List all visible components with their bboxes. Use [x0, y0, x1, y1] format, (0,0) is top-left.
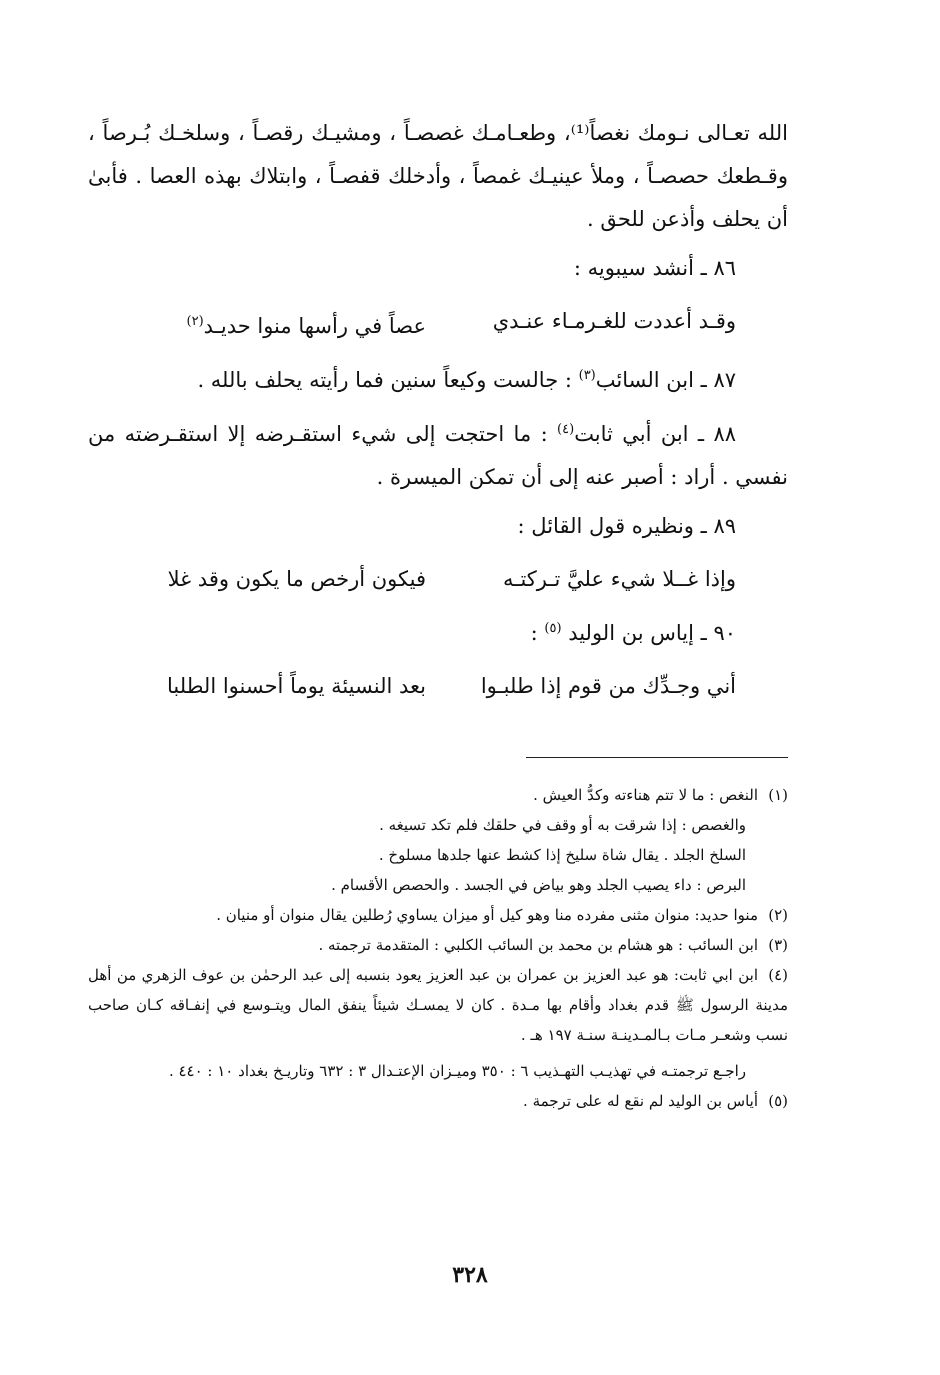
footnote-marker: (٥)	[544, 621, 562, 636]
footnote-marker: (٢)	[186, 314, 204, 329]
footnote-text: ابن ابي ثابت: هو عبد العزيز بن عمران بن عبد العزيز يعود بنسبه إلى عبد الرحمٰن بن عوف الزهري من أهل مدينة الرسول ﷺ قدم بغداد وأقام بها مـدة . كان لا يمسـك شيئاً ينفق المال ويتـوسع في إنفـاقه كـان صاحب نسب وشعـر مـات بـالمـدينـة سنـة ١٩٧ هـ .	[88, 966, 788, 1044]
verse-first-hemistich: وإذا غــلا شيء عليَّ تـركتـه	[503, 567, 736, 591]
footnote-number: (٢)	[768, 906, 788, 924]
footnote-1	[88, 780, 788, 810]
footnote-1-line-3: السلخ الجلد . يقال شاة سليخ إذا كشط عنها جلدها مسلوخ .	[378, 846, 746, 864]
entry-88-label: ٨٨ ـ ابن أبي ثابت	[574, 422, 736, 446]
verse-second-hemistich: فيكون أرخص ما يكون وقد غلا	[167, 567, 426, 591]
footnote-3	[88, 930, 788, 960]
footnote-text: النغص : ما لا تتم هناءته وكدُّ العيش .	[533, 786, 758, 804]
entry-90-label: ٩٠ ـ إياس بن الوليد	[561, 621, 736, 645]
main-text	[88, 112, 788, 708]
verse-second-hemistich	[88, 300, 436, 348]
footnote-2	[88, 900, 788, 930]
entry-86-verse	[88, 300, 788, 348]
footnote-marker: (٤)	[557, 422, 575, 437]
footnote-number: (٤)	[768, 966, 788, 984]
verse-first-hemistich: أني وجـدِّك من قوم إذا طلبـوا	[480, 674, 736, 698]
footnote-4-reference: راجـع ترجمتـه في تهذيـب التهـذيب ٦ : ٣٥٠ وميـزان الإعتـدال ٣ : ٦٣٢ وتاريـخ بغداد ١٠ : ٤٤٠ .	[168, 1062, 746, 1080]
footnote-1-line-2: والغصص : إذا شرقت به أو وقف في حلقك فلم تكد تسيغه .	[379, 816, 746, 834]
entry-87-label: ٨٧ ـ ابن السائب	[595, 368, 736, 392]
footnotes	[88, 780, 788, 1116]
footnote-marker: (٣)	[578, 368, 596, 383]
entry-88	[88, 408, 788, 499]
verse-second-hemistich: بعد النسيئة يوماً أحسنوا الطلبا	[167, 674, 426, 698]
footnote-text: منوا حديد: منوان مثنى مفرده منا وهو كيل أو ميزان يساوي رُطلين يقال منوان أو منيان .	[216, 906, 758, 924]
footnote-number: (٥)	[768, 1092, 788, 1110]
entry-90-colon: :	[530, 621, 545, 645]
entry-90-verse	[88, 665, 788, 708]
entry-87-text: : جالست وكيعاً سنين فما رأيته يحلف بالله .	[197, 368, 579, 392]
footnote-1-line-4: البرص : داء يصيب الجلد وهو بياض في الجسد . والحصص الأقسام .	[331, 876, 746, 894]
footnote-text: أياس بن الوليد لم نقع له على ترجمة .	[523, 1092, 758, 1110]
footnote-4	[88, 960, 788, 1050]
footnote-number: (١)	[768, 786, 788, 804]
entry-86-heading: ٨٦ ـ أنشد سيبويه :	[573, 256, 736, 280]
footnote-number: (٣)	[768, 936, 788, 954]
entry-87	[88, 354, 788, 402]
entry-90-heading	[88, 607, 788, 655]
entry-89-heading: ٨٩ ـ ونظيره قول القائل :	[517, 514, 736, 538]
page-number: ٣٢٨	[452, 1262, 488, 1288]
entry-88-text: : ما احتجت إلى شيء استقـرضه إلا استقـرضته من نفسي . أراد : أصبر عنه إلى أن تمكن الميسرة .	[88, 422, 788, 489]
intro-paragraph: الله تعـالى نـومك نغصاً⁽¹⁾، وطعـامـك غصصـاً ، ومشيـك رقصـاً ، وسلخـك بُـرصاً ، وقـطعك حصصـاً ، وملأ عينيـك غمصاً ، وأدخلك قفصـاً ، وابتلاك بهذه العصا . فأبىٰ أن يحلف وأذعن للحق .	[88, 121, 788, 231]
entry-89-verse	[88, 558, 788, 601]
footnote-text: ابن السائب : هو هشام بن محمد بن السائب الكلبي : المتقدمة ترجمته .	[318, 936, 758, 954]
footnote-divider	[526, 757, 788, 758]
footnote-5	[88, 1086, 788, 1116]
verse-text: عصاً في رأسها منوا حديـد	[203, 314, 426, 338]
verse-first-hemistich: وقـد أعددت للغـرمـاء عنـدي	[492, 309, 736, 333]
